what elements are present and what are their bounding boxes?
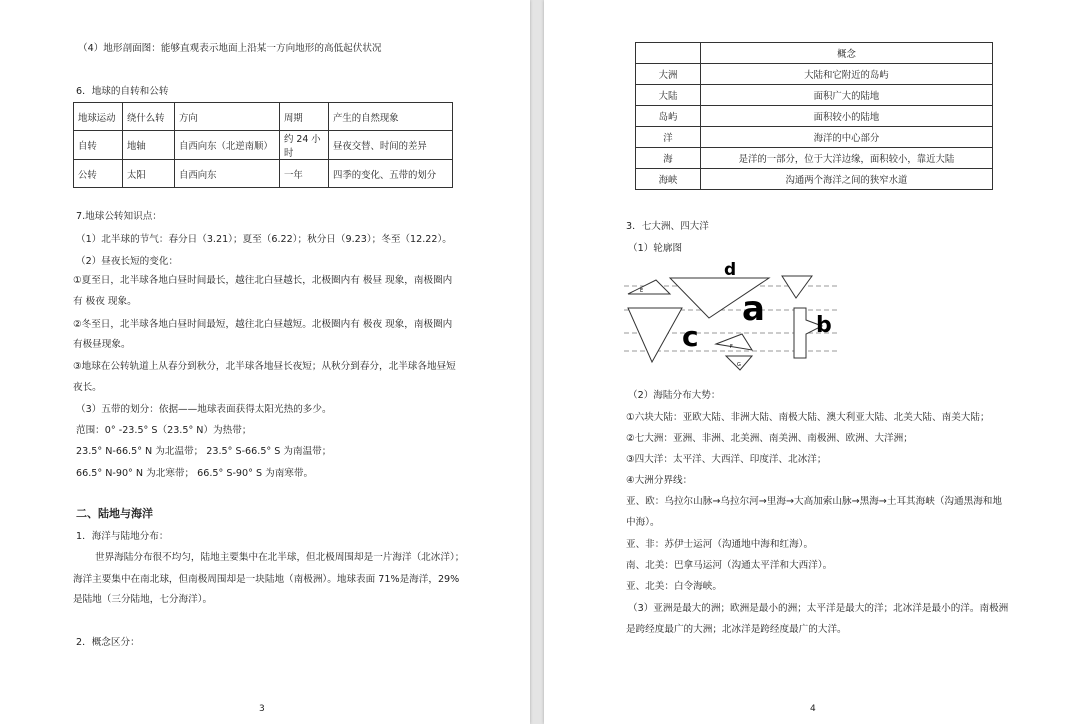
outline-shape-f	[716, 334, 752, 350]
outline-shape-e	[628, 280, 670, 294]
outline-shape-south-america	[628, 308, 682, 362]
text-line: 亚、非：苏伊士运河（沟通地中海和红海）。	[626, 539, 814, 550]
table-row	[636, 169, 993, 190]
text-line: 23.5° N-66.5° N 为北温带； 23.5° S-66.5° S 为南温带；	[76, 446, 332, 457]
text-line: 范围：0° -23.5° S（23.5° N）为热带；	[76, 425, 252, 436]
table-cell: 大陆	[636, 85, 701, 106]
table-row	[74, 160, 453, 188]
label-b: b	[816, 313, 832, 338]
table-cell: 面积广大的陆地	[701, 85, 993, 106]
table-cell: 公转	[74, 160, 123, 188]
table-cell: 海洋的中心部分	[701, 127, 993, 148]
table-cell: 岛屿	[636, 106, 701, 127]
page-number: 3	[259, 704, 265, 714]
table-cell: 自转	[74, 131, 123, 160]
table-cell: 自西向东（北逆南顺）	[175, 131, 280, 160]
text-line: ④大洲分界线：	[626, 475, 693, 486]
table-row	[636, 85, 993, 106]
text-line: ①六块大陆：亚欧大陆、非洲大陆、南极大陆、澳大利亚大陆、北美大陆、南美大陆；	[626, 412, 990, 423]
section-heading: 7.地球公转知识点：	[76, 211, 162, 222]
text-line: 海洋主要集中在南北球，但南极周围却是一块陆地（南极洲）。地球表面 71%是海洋，29%	[73, 574, 460, 585]
document-page-4	[544, 0, 1080, 724]
text-line: 66.5° N-90° N 为北寒带； 66.5° S-90° S 为南寒带。	[76, 468, 314, 479]
table-header-row	[74, 103, 453, 131]
text-line: ③四大洋：太平洋、大西洋、印度洋、北冰洋；	[626, 454, 827, 465]
text-line: 夜长。	[73, 382, 102, 393]
table-cell: 海	[636, 148, 701, 169]
table-cell: 大陆和它附近的岛屿	[701, 64, 993, 85]
table-cell: 面积较小的陆地	[701, 106, 993, 127]
text-line: 南、北美：巴拿马运河（沟通太平洋和大西洋）。	[626, 560, 833, 571]
text-line: （3）亚洲是最大的洲；欧洲是最小的洲；太平洋是最大的洋；北冰洋是最小的洋。南极洲	[628, 603, 1009, 614]
table-cell: 海峡	[636, 169, 701, 190]
section-heading: 6．地球的自转和公转	[76, 86, 169, 97]
table-row	[636, 148, 993, 169]
text-line: （4）地形剖面图：能够直观表示地面上沿某一方向地形的高低起伏状况	[78, 43, 382, 54]
label-a: a	[742, 289, 765, 329]
text-line: （2）海陆分布大势：	[628, 390, 721, 401]
table-row	[636, 106, 993, 127]
text-line: ②七大洲：亚洲、非洲、北美洲、南美洲、南极洲、欧洲、大洋洲；	[626, 433, 913, 444]
label-g: G	[737, 362, 741, 368]
label-d: d	[724, 260, 737, 280]
text-line: 是跨经度最广的大洲；北冰洋是跨经度最广的大洋。	[626, 624, 847, 635]
table-cell: 太阳	[123, 160, 175, 188]
text-line: ②冬至日，北半球各地白昼时间最短，越往北白昼越短。北极圈内有 极夜 现象，南极圈内	[73, 319, 453, 330]
page-number: 4	[810, 704, 816, 714]
table-cell: 是洋的一部分，位于大洋边缘，面积较小，靠近大陆	[701, 148, 993, 169]
section-heading: 3．七大洲、四大洋	[626, 221, 709, 232]
text-line: 亚、北美：白令海峡。	[626, 581, 722, 592]
text-line: ③地球在公转轨道上从春分到秋分，北半球各地昼长夜短；从秋分到春分，北半球各地昼短	[73, 361, 456, 372]
table-cell: 概念	[701, 43, 993, 64]
table-row	[636, 64, 993, 85]
text-line: 是陆地（三分陆地，七分海洋）。	[73, 594, 213, 605]
continent-outline-diagram	[624, 258, 844, 378]
table-cell: 产生的自然现象	[329, 103, 453, 131]
table-cell: 绕什么转	[123, 103, 175, 131]
table-cell: 方向	[175, 103, 280, 131]
table-cell: 一年	[280, 160, 329, 188]
text-line: 亚、欧：乌拉尔山脉→乌拉尔河→里海→大高加索山脉→黑海→土耳其海峡（沟通黑海和地	[626, 496, 1002, 507]
text-line: （3）五带的划分：依据——地球表面获得太阳光热的多少。	[76, 404, 332, 415]
table-header-row	[636, 43, 993, 64]
label-e: E	[640, 288, 644, 294]
table-row	[74, 131, 453, 160]
table-cell: 地球运动	[74, 103, 123, 131]
table-cell: 昼夜交替、时间的差异	[329, 131, 453, 160]
text-line: （1）轮廓图	[628, 243, 683, 254]
table-cell: 沟通两个海洋之间的狭窄水道	[701, 169, 993, 190]
outline-shape-c-small	[782, 276, 812, 298]
table-cell: 大洲	[636, 64, 701, 85]
table-cell: 四季的变化、五带的划分	[329, 160, 453, 188]
document-page-3	[0, 0, 530, 724]
table-row	[636, 127, 993, 148]
text-line: 1．海洋与陆地分布：	[76, 531, 169, 542]
text-line: 有 极夜 现象。	[73, 296, 137, 307]
chapter-heading: 二、陆地与海洋	[76, 507, 153, 520]
table-cell: 周期	[280, 103, 329, 131]
earth-motion-table	[73, 102, 453, 188]
table-cell: 约 24 小时	[280, 131, 329, 160]
text-line: 中海）。	[626, 517, 660, 528]
table-cell: 洋	[636, 127, 701, 148]
concept-table	[635, 42, 993, 190]
label-f: F	[730, 344, 733, 350]
text-line: 有极昼现象。	[73, 339, 131, 350]
table-cell: 自西向东	[175, 160, 280, 188]
label-c: c	[682, 320, 699, 353]
text-line: ①夏至日，北半球各地白昼时间最长，越往北白昼越长，北极圈内有 极昼 现象，南极圈内	[73, 275, 453, 286]
text-line: （2）昼夜长短的变化：	[76, 256, 179, 267]
table-cell: 地轴	[123, 131, 175, 160]
text-line: 2．概念区分：	[76, 637, 140, 648]
table-cell	[636, 43, 701, 64]
text-line: （1）北半球的节气：春分日（3.21）；夏至（6.22）；秋分日（9.23）；冬至（12.22）。	[76, 234, 452, 245]
text-line: 世界海陆分布很不均匀，陆地主要集中在北半球，但北极周围却是一片海洋（北冰洋）；	[95, 552, 465, 563]
